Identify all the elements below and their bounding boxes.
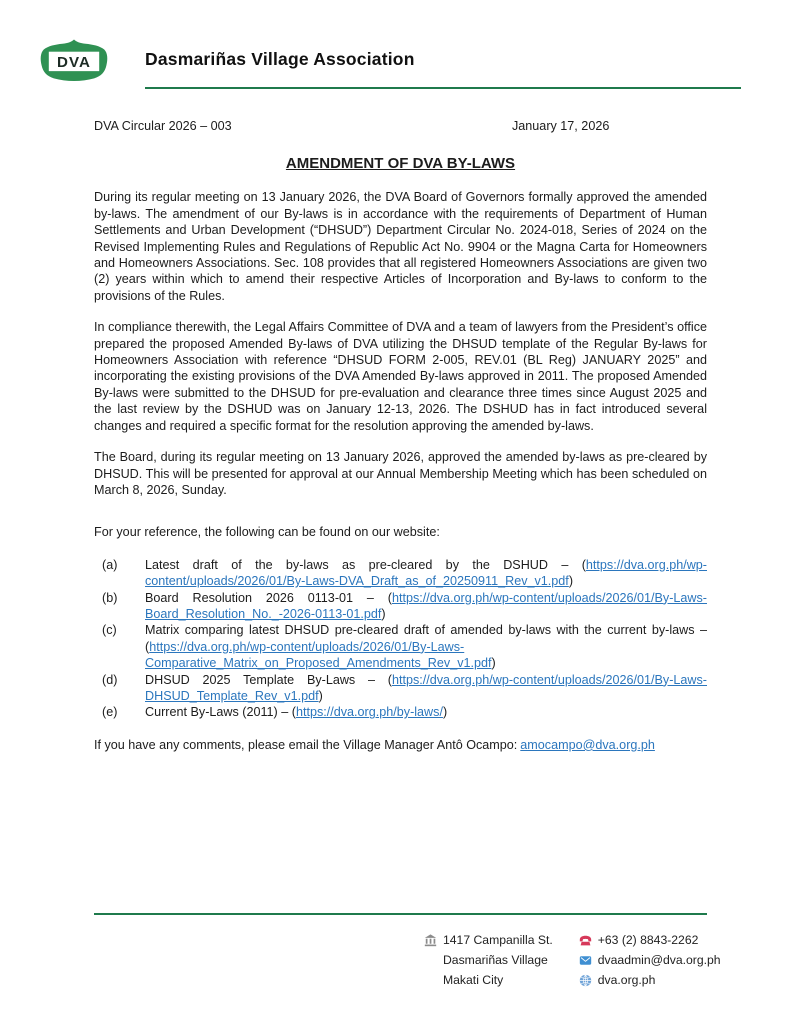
list-item-e <box>94 704 707 720</box>
closing-line <box>94 737 707 753</box>
dva-logo-shield-icon <box>38 36 110 89</box>
header-divider <box>145 87 741 89</box>
paragraph-reference-intro: For your reference, the following can be found on our website: <box>94 525 440 540</box>
list-text: DHSUD 2025 Template By-Laws – ( <box>145 672 392 687</box>
footer-email-row <box>579 950 721 970</box>
dva-logo-text: DVA <box>56 53 92 71</box>
list-text: Board Resolution 2026 0113-01 – ( <box>145 590 392 605</box>
list-label: (e) <box>102 705 118 720</box>
paragraph-3: The Board, during its regular meeting on 13 January 2026, approved the amended by-laws as pre-cleared by DHSUD. This will be presented for approval at our Annual Membership Meeting which has been scheduled on March 8, 2026, Sunday. <box>94 450 707 497</box>
list-text-after: ) <box>442 705 448 720</box>
list-text: Matrix comparing latest DHSUD pre-cleared draft of amended by-laws with the current by-laws – ( <box>145 623 707 654</box>
board-resolution-link[interactable]: https://dva.org.ph/wp-content/uploads/2026/01/By-Laws-Board_Resolution_No._-2026-0113-01.pdf <box>145 590 707 621</box>
footer-address-column <box>424 930 553 990</box>
phone-icon <box>579 934 592 947</box>
village-manager-email-link[interactable]: amocampo@dva.org.ph <box>520 737 655 752</box>
list-text-after: ) <box>381 606 386 621</box>
footer-contact-column <box>579 930 721 990</box>
list-text: Latest draft of the by-laws as pre-cleared by the DSHUD – ( <box>145 557 586 572</box>
footer-website: dva.org.ph <box>597 973 656 987</box>
paragraph-2: In compliance therewith, the Legal Affairs Committee of DVA and a team of lawyers from the President’s office prepared the proposed Amended By-laws of DVA utilizing the DHSUD template of the Regular By-laws for Homeowners Association with reference “DHSUD FORM 2-005, REV.01 (BL Reg) JANUARY 2025” and incorporating the existing provisions of the DVA Amended By-laws approved in 2011. The proposed Amended By-laws were submitted to the DHSUD for pre-evaluation and clearance three times since August 2025 and the last review by the DSHUD was on January 12-13, 2026. The DSHUD has in fact introduced several changes and required a specific format for the resolution approving the amended by-laws. <box>94 320 707 433</box>
document-date: January 17, 2026 <box>512 119 610 133</box>
building-icon <box>424 934 437 947</box>
reference-list <box>94 557 707 721</box>
footer-phone-row <box>579 930 721 950</box>
list-item-c <box>94 622 707 671</box>
email-icon <box>579 954 592 967</box>
bylaws-draft-link[interactable]: https://dva.org.ph/wp-content/uploads/2026/01/By-Laws-DVA_Draft_as_of_20250911_Rev_v1.pdf <box>145 557 707 589</box>
footer <box>424 930 721 990</box>
dhsud-template-link[interactable]: https://dva.org.ph/wp-content/uploads/2026/01/By-Laws-DHSUD_Template_Rev_v1.pdf <box>145 672 707 703</box>
letter-body <box>94 118 707 766</box>
footer-website-row <box>579 970 721 990</box>
address-line-3: Makati City <box>443 973 504 987</box>
list-text-after: ) <box>568 574 574 589</box>
closing-text: If you have any comments, please email the Village Manager Antô Ocampo: <box>94 737 518 752</box>
org-name: Dasmariñas Village Association <box>145 49 415 69</box>
list-label: (c) <box>102 623 117 638</box>
list-text-after: ) <box>491 656 496 671</box>
list-item-b <box>94 590 707 623</box>
document-title: AMENDMENT OF DVA BY-LAWS <box>285 155 516 172</box>
address-line-1: 1417 Campanilla St. <box>443 933 553 947</box>
list-item-d <box>94 672 707 705</box>
circular-number: DVA Circular 2026 – 003 <box>94 119 232 133</box>
meta-row <box>94 118 707 135</box>
list-label: (b) <box>102 590 118 605</box>
list-item-a <box>94 557 707 590</box>
footer-phone: +63 (2) 8843-2262 <box>597 933 699 947</box>
list-label: (d) <box>102 672 118 687</box>
current-bylaws-link[interactable]: https://dva.org.ph/by-laws/ <box>295 705 443 720</box>
list-text-after: ) <box>318 688 323 703</box>
list-text: Current By-Laws (2011) – ( <box>145 705 296 720</box>
footer-email: dvaadmin@dva.org.ph <box>597 953 721 967</box>
comparative-matrix-link[interactable]: https://dva.org.ph/wp-content/uploads/2026/01/By-Laws-Comparative_Matrix_on_Proposed_Amendments_Rev_v1.pdf <box>145 639 492 671</box>
dva-logo <box>38 36 110 89</box>
globe-icon <box>579 974 592 987</box>
address-line-2: Dasmariñas Village <box>443 953 548 967</box>
paragraph-1: During its regular meeting on 13 January 2026, the DVA Board of Governors formally approved the amended by-laws. The amendment of our By-laws is in accordance with the requirements of Department of Human Settlements and Urban Development (“DHSUD”) Department Circular No. 2024-018, Series of 2024 on the Revised Implementing Rules and Regulations of Republic Act No. 9904 or the Magna Carta for Homeowners and Homeowners Associations. Sec. 108 provides that all registered Homeowners Associations are given two (2) years within which to amend their respective Articles of Incorporation and By-laws to conform to the provisions of the Rules. <box>94 190 707 303</box>
footer-divider <box>94 913 707 915</box>
list-label: (a) <box>102 557 118 572</box>
